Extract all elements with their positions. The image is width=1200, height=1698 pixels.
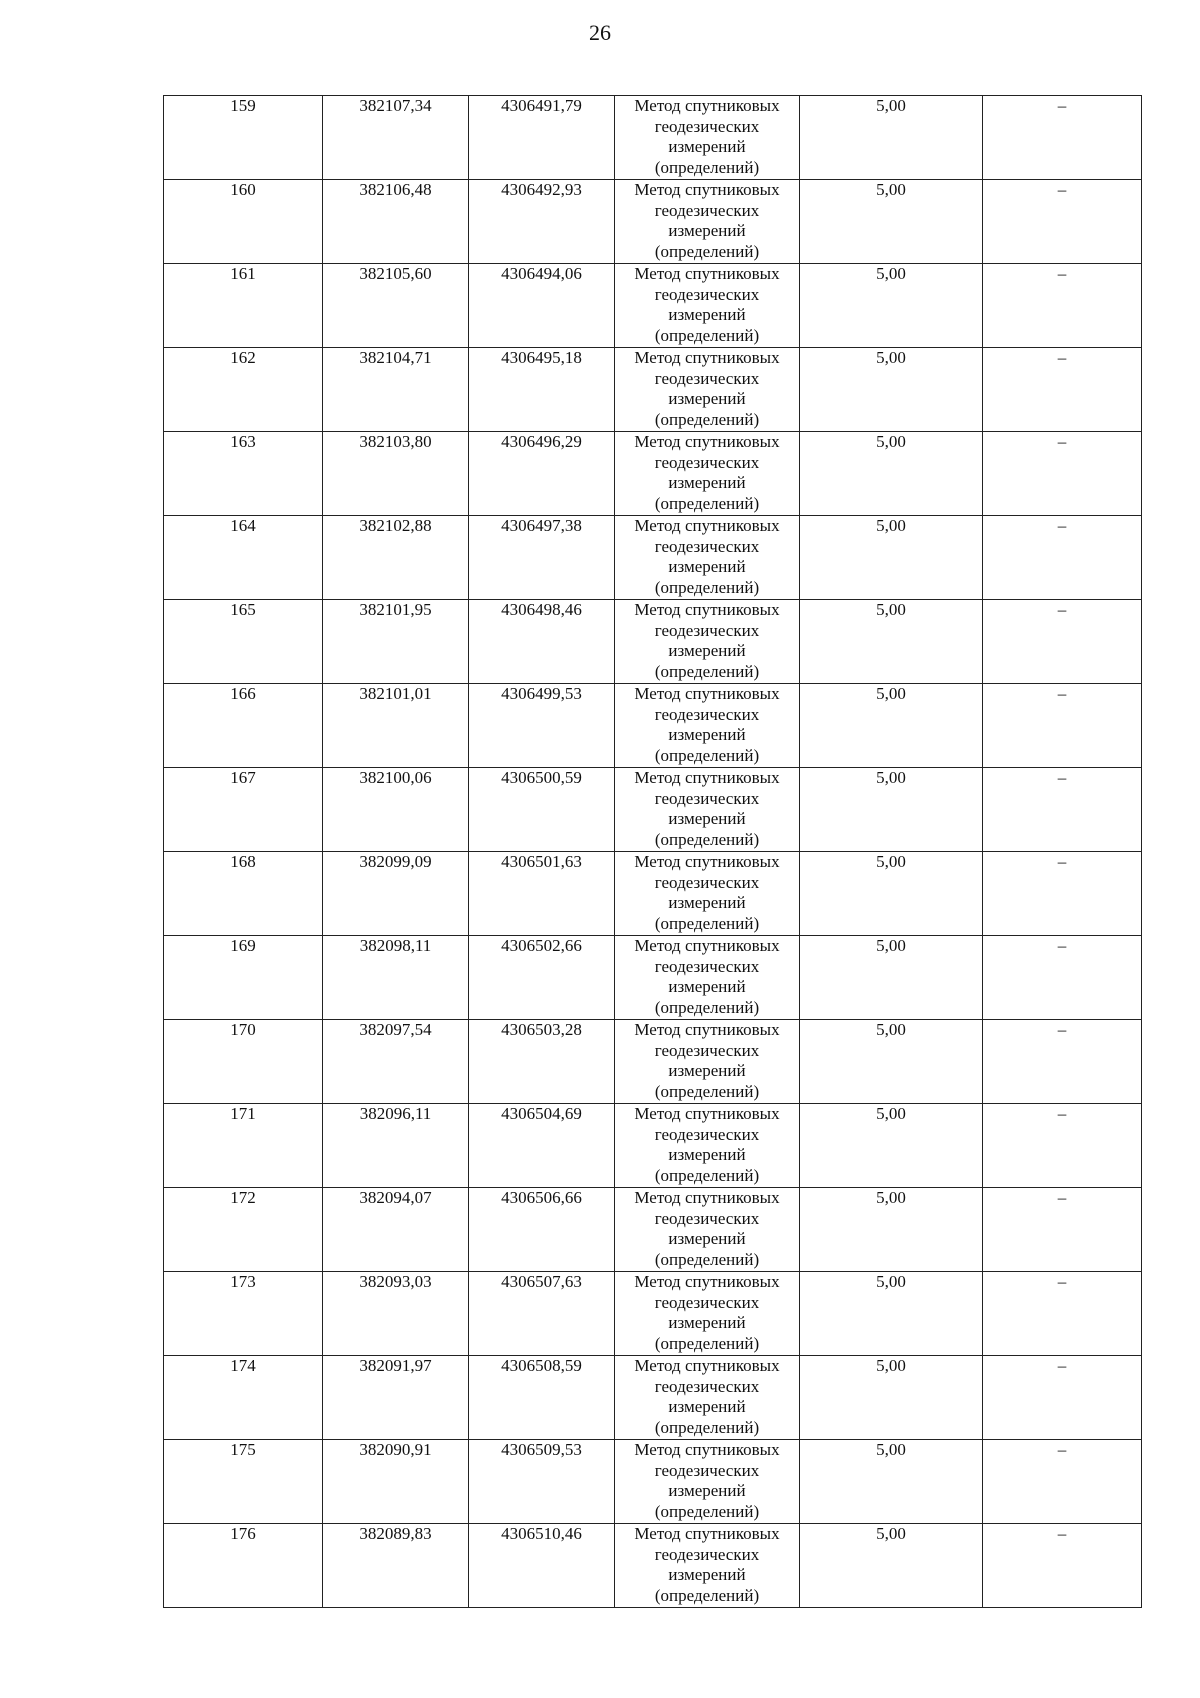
y-coordinate-cell bbox=[469, 180, 615, 264]
point-number-cell-text: 162 bbox=[230, 348, 256, 367]
description-cell bbox=[983, 1188, 1142, 1272]
table-row bbox=[164, 600, 1142, 684]
method-cell bbox=[615, 1104, 800, 1188]
point-number-cell-text: 164 bbox=[230, 516, 256, 535]
point-number-cell-text: 166 bbox=[230, 684, 256, 703]
point-number-cell bbox=[164, 516, 323, 600]
method-cell-text: Метод спутниковых геодезических измерений (определений) bbox=[634, 264, 780, 345]
point-number-cell-text: 169 bbox=[230, 936, 256, 955]
accuracy-cell-text: 5,00 bbox=[876, 264, 906, 283]
description-cell bbox=[983, 684, 1142, 768]
accuracy-cell bbox=[800, 1524, 983, 1608]
method-cell bbox=[615, 180, 800, 264]
description-cell bbox=[983, 1440, 1142, 1524]
y-coordinate-cell-text: 4306499,53 bbox=[501, 684, 582, 703]
method-cell-text: Метод спутниковых геодезических измерений (определений) bbox=[634, 1524, 780, 1605]
y-coordinate-cell bbox=[469, 684, 615, 768]
accuracy-cell-text: 5,00 bbox=[876, 348, 906, 367]
description-cell-text: – bbox=[1057, 1188, 1067, 1207]
y-coordinate-cell bbox=[469, 936, 615, 1020]
y-coordinate-cell-text: 4306498,46 bbox=[501, 600, 582, 619]
x-coordinate-cell bbox=[323, 264, 469, 348]
description-cell-text: – bbox=[1057, 348, 1067, 367]
point-number-cell-text: 168 bbox=[230, 852, 256, 871]
x-coordinate-cell bbox=[323, 432, 469, 516]
accuracy-cell-text: 5,00 bbox=[876, 1272, 906, 1291]
x-coordinate-cell bbox=[323, 936, 469, 1020]
method-cell bbox=[615, 852, 800, 936]
method-cell bbox=[615, 1272, 800, 1356]
description-cell-text: – bbox=[1057, 852, 1067, 871]
point-number-cell bbox=[164, 936, 323, 1020]
description-cell bbox=[983, 936, 1142, 1020]
method-cell bbox=[615, 684, 800, 768]
table-row bbox=[164, 348, 1142, 432]
description-cell-text: – bbox=[1057, 516, 1067, 535]
method-cell-text: Метод спутниковых геодезических измерений (определений) bbox=[634, 1188, 780, 1269]
description-cell bbox=[983, 516, 1142, 600]
point-number-cell-text: 163 bbox=[230, 432, 256, 451]
y-coordinate-cell bbox=[469, 1524, 615, 1608]
description-cell-text: – bbox=[1057, 600, 1067, 619]
description-cell bbox=[983, 1272, 1142, 1356]
point-number-cell bbox=[164, 600, 323, 684]
accuracy-cell bbox=[800, 600, 983, 684]
method-cell-text: Метод спутниковых геодезических измерений (определений) bbox=[634, 1272, 780, 1353]
x-coordinate-cell-text: 382102,88 bbox=[359, 516, 432, 535]
x-coordinate-cell bbox=[323, 348, 469, 432]
y-coordinate-cell bbox=[469, 1356, 615, 1440]
accuracy-cell bbox=[800, 1020, 983, 1104]
x-coordinate-cell bbox=[323, 1272, 469, 1356]
point-number-cell bbox=[164, 180, 323, 264]
point-number-cell bbox=[164, 348, 323, 432]
x-coordinate-cell-text: 382100,06 bbox=[359, 768, 432, 787]
accuracy-cell-text: 5,00 bbox=[876, 1020, 906, 1039]
description-cell bbox=[983, 264, 1142, 348]
y-coordinate-cell-text: 4306509,53 bbox=[501, 1440, 582, 1459]
y-coordinate-cell-text: 4306501,63 bbox=[501, 852, 582, 871]
accuracy-cell bbox=[800, 1440, 983, 1524]
method-cell-text: Метод спутниковых геодезических измерений (определений) bbox=[634, 1356, 780, 1437]
method-cell bbox=[615, 1188, 800, 1272]
description-cell-text: – bbox=[1057, 1524, 1067, 1543]
y-coordinate-cell bbox=[469, 264, 615, 348]
method-cell-text: Метод спутниковых геодезических измерений (определений) bbox=[634, 1440, 780, 1521]
point-number-cell-text: 172 bbox=[230, 1188, 256, 1207]
point-number-cell bbox=[164, 1440, 323, 1524]
accuracy-cell-text: 5,00 bbox=[876, 768, 906, 787]
x-coordinate-cell-text: 382089,83 bbox=[359, 1524, 432, 1543]
accuracy-cell bbox=[800, 348, 983, 432]
description-cell bbox=[983, 1104, 1142, 1188]
description-cell bbox=[983, 600, 1142, 684]
method-cell-text: Метод спутниковых геодезических измерений (определений) bbox=[634, 600, 780, 681]
x-coordinate-cell bbox=[323, 180, 469, 264]
description-cell-text: – bbox=[1057, 1440, 1067, 1459]
y-coordinate-cell-text: 4306507,63 bbox=[501, 1272, 582, 1291]
page-number: 26 bbox=[589, 20, 611, 45]
table-row bbox=[164, 852, 1142, 936]
point-number-cell bbox=[164, 1104, 323, 1188]
x-coordinate-cell-text: 382096,11 bbox=[359, 1104, 432, 1123]
description-cell bbox=[983, 432, 1142, 516]
y-coordinate-cell bbox=[469, 768, 615, 852]
y-coordinate-cell bbox=[469, 516, 615, 600]
x-coordinate-cell-text: 382099,09 bbox=[359, 852, 432, 871]
y-coordinate-cell-text: 4306502,66 bbox=[501, 936, 582, 955]
method-cell bbox=[615, 516, 800, 600]
y-coordinate-cell bbox=[469, 1188, 615, 1272]
description-cell-text: – bbox=[1057, 1272, 1067, 1291]
y-coordinate-cell bbox=[469, 600, 615, 684]
method-cell bbox=[615, 348, 800, 432]
y-coordinate-cell-text: 4306497,38 bbox=[501, 516, 582, 535]
x-coordinate-cell-text: 382107,34 bbox=[359, 96, 432, 115]
table-row bbox=[164, 264, 1142, 348]
y-coordinate-cell-text: 4306508,59 bbox=[501, 1356, 582, 1375]
description-cell-text: – bbox=[1057, 684, 1067, 703]
x-coordinate-cell bbox=[323, 852, 469, 936]
y-coordinate-cell bbox=[469, 852, 615, 936]
description-cell-text: – bbox=[1057, 96, 1067, 115]
accuracy-cell-text: 5,00 bbox=[876, 852, 906, 871]
description-cell-text: – bbox=[1057, 1020, 1067, 1039]
description-cell bbox=[983, 1524, 1142, 1608]
method-cell-text: Метод спутниковых геодезических измерений (определений) bbox=[634, 1020, 780, 1101]
table-row bbox=[164, 96, 1142, 180]
method-cell-text: Метод спутниковых геодезических измерений (определений) bbox=[634, 96, 780, 177]
method-cell bbox=[615, 1020, 800, 1104]
point-number-cell-text: 175 bbox=[230, 1440, 256, 1459]
description-cell bbox=[983, 1356, 1142, 1440]
point-number-cell-text: 167 bbox=[230, 768, 256, 787]
accuracy-cell bbox=[800, 1272, 983, 1356]
y-coordinate-cell bbox=[469, 1272, 615, 1356]
x-coordinate-cell-text: 382094,07 bbox=[359, 1188, 432, 1207]
table-row bbox=[164, 1104, 1142, 1188]
point-number-cell bbox=[164, 264, 323, 348]
x-coordinate-cell bbox=[323, 600, 469, 684]
table-row bbox=[164, 516, 1142, 600]
method-cell bbox=[615, 264, 800, 348]
table-row bbox=[164, 1272, 1142, 1356]
table-row bbox=[164, 1020, 1142, 1104]
x-coordinate-cell-text: 382093,03 bbox=[359, 1272, 432, 1291]
table-row bbox=[164, 1356, 1142, 1440]
accuracy-cell bbox=[800, 432, 983, 516]
method-cell-text: Метод спутниковых геодезических измерений (определений) bbox=[634, 852, 780, 933]
description-cell-text: – bbox=[1057, 264, 1067, 283]
accuracy-cell-text: 5,00 bbox=[876, 432, 906, 451]
y-coordinate-cell-text: 4306495,18 bbox=[501, 348, 582, 367]
method-cell bbox=[615, 768, 800, 852]
method-cell bbox=[615, 1356, 800, 1440]
y-coordinate-cell bbox=[469, 348, 615, 432]
x-coordinate-cell bbox=[323, 768, 469, 852]
description-cell-text: – bbox=[1057, 936, 1067, 955]
x-coordinate-cell-text: 382090,91 bbox=[359, 1440, 432, 1459]
method-cell-text: Метод спутниковых геодезических измерений (определений) bbox=[634, 768, 780, 849]
table-row bbox=[164, 768, 1142, 852]
point-number-cell-text: 174 bbox=[230, 1356, 256, 1375]
y-coordinate-cell bbox=[469, 1104, 615, 1188]
method-cell bbox=[615, 936, 800, 1020]
x-coordinate-cell-text: 382105,60 bbox=[359, 264, 432, 283]
method-cell bbox=[615, 600, 800, 684]
y-coordinate-cell bbox=[469, 432, 615, 516]
table-row bbox=[164, 432, 1142, 516]
table-row bbox=[164, 180, 1142, 264]
point-number-cell-text: 170 bbox=[230, 1020, 256, 1039]
method-cell bbox=[615, 1524, 800, 1608]
point-number-cell-text: 160 bbox=[230, 180, 256, 199]
point-number-cell bbox=[164, 768, 323, 852]
accuracy-cell bbox=[800, 1188, 983, 1272]
point-number-cell bbox=[164, 432, 323, 516]
point-number-cell-text: 171 bbox=[230, 1104, 256, 1123]
y-coordinate-cell-text: 4306503,28 bbox=[501, 1020, 582, 1039]
description-cell bbox=[983, 768, 1142, 852]
point-number-cell bbox=[164, 1356, 323, 1440]
y-coordinate-cell bbox=[469, 96, 615, 180]
accuracy-cell-text: 5,00 bbox=[876, 1104, 906, 1123]
method-cell bbox=[615, 96, 800, 180]
y-coordinate-cell-text: 4306491,79 bbox=[501, 96, 582, 115]
y-coordinate-cell-text: 4306510,46 bbox=[501, 1524, 582, 1543]
point-number-cell-text: 165 bbox=[230, 600, 256, 619]
accuracy-cell-text: 5,00 bbox=[876, 936, 906, 955]
x-coordinate-cell bbox=[323, 1524, 469, 1608]
x-coordinate-cell bbox=[323, 96, 469, 180]
description-cell-text: – bbox=[1057, 1104, 1067, 1123]
method-cell bbox=[615, 432, 800, 516]
x-coordinate-cell bbox=[323, 1020, 469, 1104]
x-coordinate-cell bbox=[323, 684, 469, 768]
x-coordinate-cell bbox=[323, 1188, 469, 1272]
point-number-cell-text: 176 bbox=[230, 1524, 256, 1543]
y-coordinate-cell-text: 4306496,29 bbox=[501, 432, 582, 451]
accuracy-cell bbox=[800, 180, 983, 264]
method-cell-text: Метод спутниковых геодезических измерений (определений) bbox=[634, 348, 780, 429]
y-coordinate-cell-text: 4306504,69 bbox=[501, 1104, 582, 1123]
x-coordinate-cell-text: 382103,80 bbox=[359, 432, 432, 451]
y-coordinate-cell-text: 4306506,66 bbox=[501, 1188, 582, 1207]
point-number-cell-text: 161 bbox=[230, 264, 256, 283]
x-coordinate-cell-text: 382097,54 bbox=[359, 1020, 432, 1039]
accuracy-cell-text: 5,00 bbox=[876, 1188, 906, 1207]
accuracy-cell bbox=[800, 516, 983, 600]
x-coordinate-cell bbox=[323, 516, 469, 600]
coordinates-table bbox=[163, 95, 1142, 1608]
point-number-cell bbox=[164, 96, 323, 180]
accuracy-cell bbox=[800, 1356, 983, 1440]
x-coordinate-cell bbox=[323, 1440, 469, 1524]
x-coordinate-cell-text: 382101,01 bbox=[359, 684, 432, 703]
point-number-cell bbox=[164, 1272, 323, 1356]
accuracy-cell bbox=[800, 264, 983, 348]
point-number-cell bbox=[164, 1188, 323, 1272]
table-body bbox=[164, 96, 1142, 1608]
y-coordinate-cell-text: 4306494,06 bbox=[501, 264, 582, 283]
description-cell-text: – bbox=[1057, 1356, 1067, 1375]
description-cell bbox=[983, 180, 1142, 264]
description-cell-text: – bbox=[1057, 180, 1067, 199]
x-coordinate-cell-text: 382091,97 bbox=[359, 1356, 432, 1375]
x-coordinate-cell bbox=[323, 1356, 469, 1440]
description-cell bbox=[983, 348, 1142, 432]
method-cell-text: Метод спутниковых геодезических измерений (определений) bbox=[634, 936, 780, 1017]
table-row bbox=[164, 1524, 1142, 1608]
x-coordinate-cell-text: 382098,11 bbox=[359, 936, 432, 955]
point-number-cell bbox=[164, 1020, 323, 1104]
method-cell-text: Метод спутниковых геодезических измерений (определений) bbox=[634, 516, 780, 597]
accuracy-cell bbox=[800, 1104, 983, 1188]
description-cell bbox=[983, 852, 1142, 936]
y-coordinate-cell-text: 4306492,93 bbox=[501, 180, 582, 199]
accuracy-cell-text: 5,00 bbox=[876, 1524, 906, 1543]
accuracy-cell-text: 5,00 bbox=[876, 600, 906, 619]
x-coordinate-cell-text: 382104,71 bbox=[359, 348, 432, 367]
point-number-cell-text: 173 bbox=[230, 1272, 256, 1291]
description-cell bbox=[983, 1020, 1142, 1104]
method-cell-text: Метод спутниковых геодезических измерений (определений) bbox=[634, 684, 780, 765]
accuracy-cell bbox=[800, 684, 983, 768]
x-coordinate-cell-text: 382106,48 bbox=[359, 180, 432, 199]
table-row bbox=[164, 1188, 1142, 1272]
table-row bbox=[164, 684, 1142, 768]
description-cell-text: – bbox=[1057, 768, 1067, 787]
table-row bbox=[164, 936, 1142, 1020]
accuracy-cell bbox=[800, 768, 983, 852]
accuracy-cell-text: 5,00 bbox=[876, 96, 906, 115]
point-number-cell-text: 159 bbox=[230, 96, 256, 115]
y-coordinate-cell-text: 4306500,59 bbox=[501, 768, 582, 787]
table-row bbox=[164, 1440, 1142, 1524]
accuracy-cell-text: 5,00 bbox=[876, 1356, 906, 1375]
point-number-cell bbox=[164, 852, 323, 936]
accuracy-cell-text: 5,00 bbox=[876, 1440, 906, 1459]
accuracy-cell bbox=[800, 852, 983, 936]
y-coordinate-cell bbox=[469, 1440, 615, 1524]
point-number-cell bbox=[164, 684, 323, 768]
method-cell bbox=[615, 1440, 800, 1524]
x-coordinate-cell-text: 382101,95 bbox=[359, 600, 432, 619]
method-cell-text: Метод спутниковых геодезических измерений (определений) bbox=[634, 180, 780, 261]
method-cell-text: Метод спутниковых геодезических измерений (определений) bbox=[634, 1104, 780, 1185]
accuracy-cell-text: 5,00 bbox=[876, 684, 906, 703]
description-cell bbox=[983, 96, 1142, 180]
accuracy-cell-text: 5,00 bbox=[876, 180, 906, 199]
accuracy-cell bbox=[800, 936, 983, 1020]
description-cell-text: – bbox=[1057, 432, 1067, 451]
accuracy-cell bbox=[800, 96, 983, 180]
accuracy-cell-text: 5,00 bbox=[876, 516, 906, 535]
x-coordinate-cell bbox=[323, 1104, 469, 1188]
y-coordinate-cell bbox=[469, 1020, 615, 1104]
method-cell-text: Метод спутниковых геодезических измерений (определений) bbox=[634, 432, 780, 513]
point-number-cell bbox=[164, 1524, 323, 1608]
